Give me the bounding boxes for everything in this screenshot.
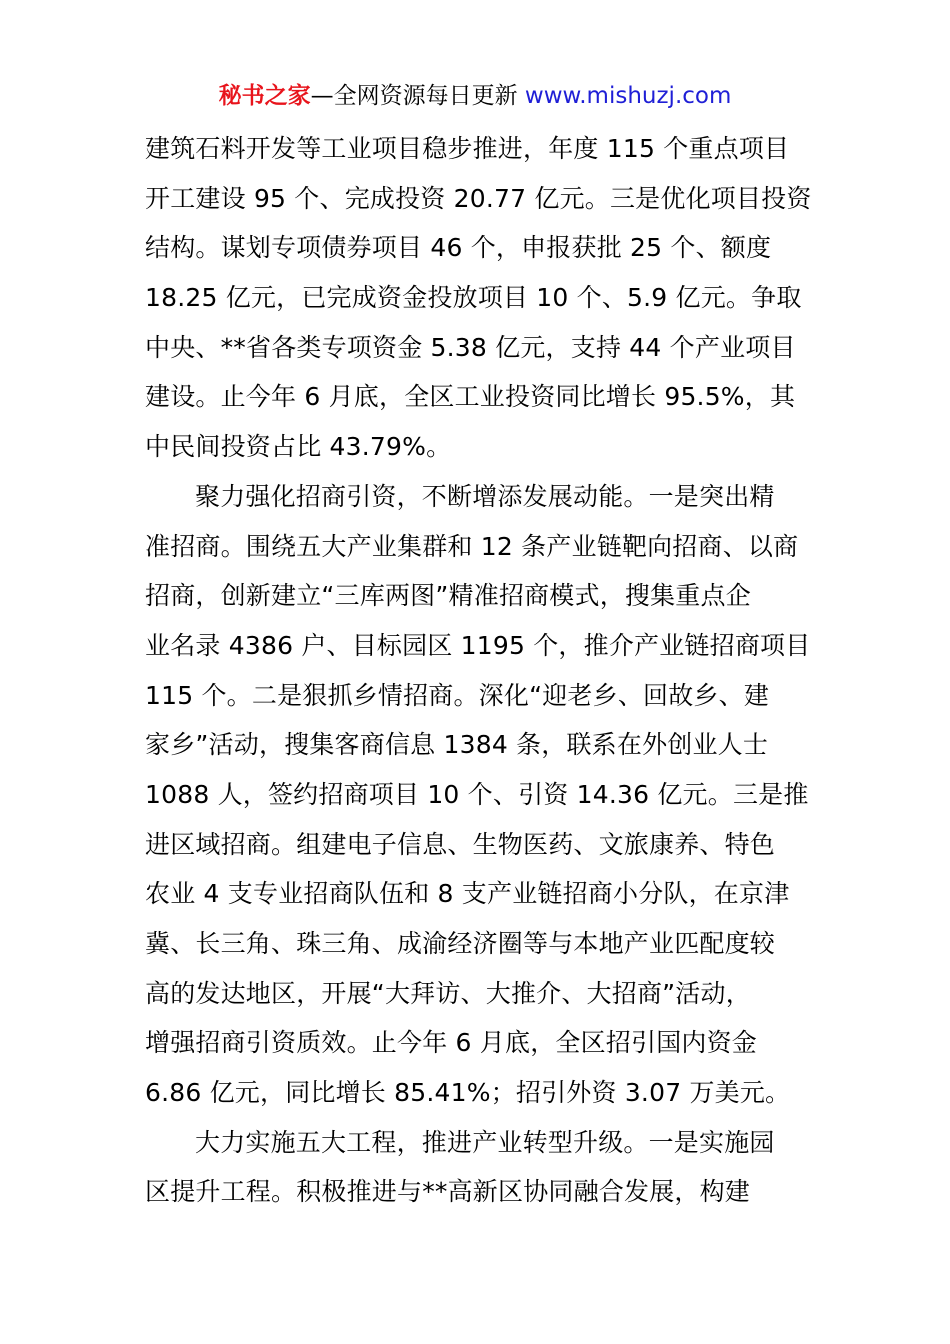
text-line: 区提升工程。积极推进与**高新区协同融合发展，构建 (145, 1177, 751, 1207)
paragraph-start-line: 聚力强化招商引资，不断增添发展动能。一是突出精 (195, 481, 775, 511)
paragraph-start-line: 大力实施五大工程，推进产业转型升级。一是实施园 (195, 1127, 775, 1157)
site-url[interactable]: www.mishuzj.com (524, 83, 732, 109)
text-line: 农业 4 支专业招商队伍和 8 支产业链招商小分队，在京津 (145, 879, 790, 909)
document-body (145, 124, 810, 1217)
text-line: 增强招商引资质效。止今年 6 月底，全区招引国内资金 (145, 1028, 758, 1058)
header-tagline: —全网资源每日更新 (310, 83, 525, 109)
text-line: 18.25 亿元，已完成资金投放项目 10 个、5.9 亿元。争取 (145, 283, 802, 313)
text-line: 建设。止今年 6 月底，全区工业投资同比增长 95.5%，其 (145, 382, 796, 412)
text-line: 开工建设 95 个、完成投资 20.77 亿元。三是优化项目投资 (145, 183, 812, 213)
text-line: 6.86 亿元，同比增长 85.41%；招引外资 3.07 万美元。 (145, 1078, 791, 1108)
text-line: 冀、长三角、珠三角、成渝经济圈等与本地产业匹配度较 (145, 929, 776, 958)
text-line: 高的发达地区，开展“大拜访、大推介、大招商”活动， (145, 978, 751, 1008)
text-line: 115 个。二是狠抓乡情招商。深化“迎老乡、回故乡、建 (145, 680, 770, 710)
page-header (0, 80, 950, 112)
text-line: 准招商。围绕五大产业集群和 12 条产业链靶向招商、以商 (145, 531, 799, 561)
text-line: 建筑石料开发等工业项目稳步推进，年度 115 个重点项目 (145, 134, 790, 163)
text-line: 结构。谋划专项债券项目 46 个，申报获批 25 个、额度 (145, 233, 772, 263)
text-line: 中央、**省各类专项资金 5.38 亿元，支持 44 个产业项目 (145, 332, 796, 362)
text-line: 1088 人，签约招商项目 10 个、引资 14.36 亿元。三是推 (145, 779, 809, 809)
text-line: 中民间投资占比 43.79%。 (145, 432, 452, 462)
text-line: 进区域招商。组建电子信息、生物医药、文旅康养、特色 (145, 829, 776, 859)
text-line: 家乡”活动，搜集客商信息 1384 条，联系在外创业人士 (145, 730, 769, 760)
text-line: 招商，创新建立“三库两图”精准招商模式，搜集重点企 (145, 581, 751, 611)
text-line: 业名录 4386 户、目标园区 1195 个，推介产业链招商项目 (145, 630, 811, 660)
brand-name: 秘书之家 (218, 83, 311, 109)
